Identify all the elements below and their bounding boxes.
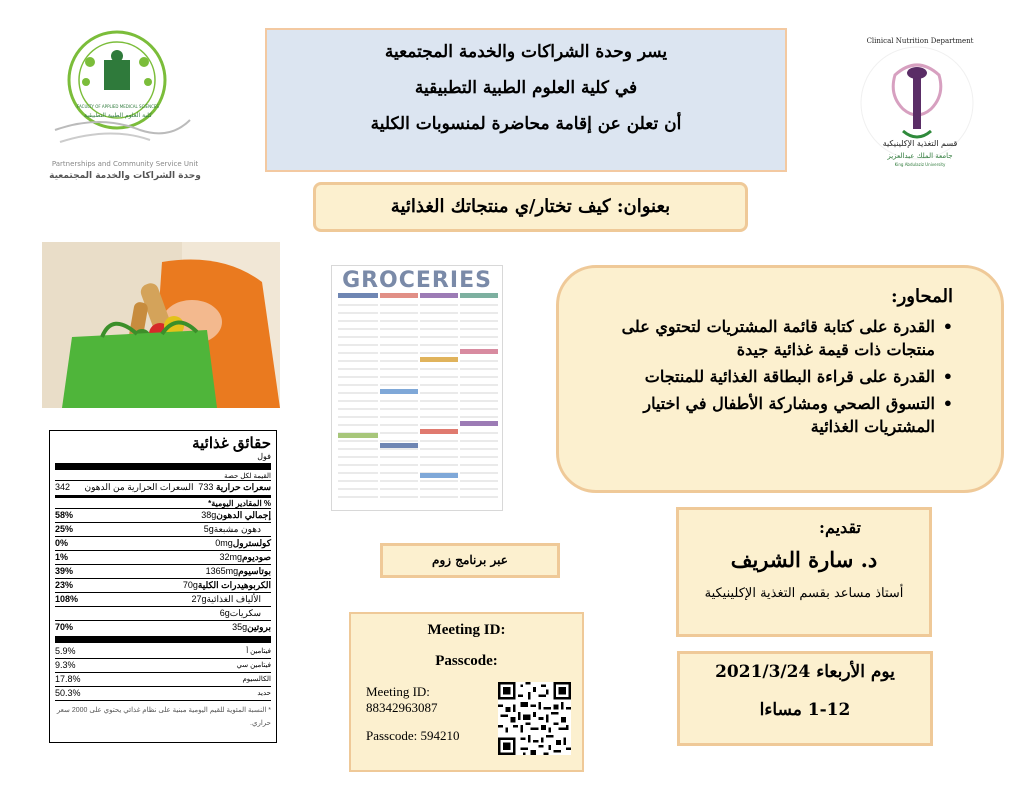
presenter-role: أستاذ مساعد بقسم التغذية الإكلينيكية: [704, 586, 904, 601]
nutrient-percent: 1%: [55, 552, 69, 562]
topics-list: [583, 315, 953, 438]
fat-calories-value: 342: [55, 482, 71, 492]
nutrient-row: [55, 606, 271, 620]
topic-item: • القدرة على كتابة قائمة المشتريات لتحتوي على منتجات ذات قيمة غذائية جيدة: [583, 315, 935, 361]
per-serving-label: القيمة لكل حصة: [224, 473, 271, 480]
unit-name-ar: وحدة الشراكات والخدمة المجتمعية: [49, 171, 201, 181]
nutrient-name: دهون مشبعة: [213, 524, 261, 534]
meeting-passcode[interactable]: Passcode: 594210: [366, 728, 460, 743]
header-line-2: في كلية العلوم الطبية التطبيقية: [414, 78, 638, 98]
faculty-logo: [40, 22, 210, 188]
meeting-id-value[interactable]: 88342963087: [366, 700, 438, 715]
vitamin-label: حديد: [257, 690, 271, 697]
nutrient-row: [55, 620, 271, 634]
passcode-heading: Passcode:: [435, 653, 498, 669]
faculty-ring-text-en: FACULTY OF APPLIED MEDICAL SCIENCES: [77, 104, 159, 109]
nutrient-name: سكريات: [229, 608, 261, 618]
nutrient-name: الكربوهيدرات الكلية: [197, 580, 271, 590]
header-line-3: أن تعلن عن إقامة محاضرة لمنسوبات الكلية: [370, 114, 682, 134]
vitamin-percent: 17.8%: [55, 674, 81, 684]
nutrient-amount: 0mg: [215, 538, 233, 548]
calories-label: سعرات حرارية: [215, 482, 271, 492]
meeting-info-box: [349, 612, 584, 772]
nutrient-row: [55, 536, 271, 550]
nutrient-percent: 0%: [55, 538, 69, 548]
nutrient-row: [55, 564, 271, 578]
vitamin-percent: 5.9%: [55, 646, 76, 656]
nutrient-amount: 27g: [191, 594, 207, 604]
nutrient-row: [55, 578, 271, 592]
nutrient-label: [191, 593, 271, 606]
serving-size: فول: [257, 452, 271, 461]
nutrient-label: [206, 565, 271, 578]
nutrient-percent: 58%: [55, 510, 74, 520]
lecture-date: يوم الأربعاء 2021/3/24: [715, 662, 895, 682]
nutrient-label: [220, 607, 271, 620]
calories-value: 733: [198, 482, 214, 492]
presenter-label: تقديم:: [819, 518, 861, 537]
topic-item: • القدرة على قراءة البطاقة الغذائية للمنتجات: [583, 365, 935, 388]
nutrient-rows: [55, 508, 271, 634]
date-time-box: [677, 651, 933, 746]
nutrient-amount: 6g: [219, 608, 230, 618]
vitamin-row: [55, 658, 271, 672]
vitamin-row: [55, 645, 271, 658]
groceries-title: GROCERIES: [342, 268, 492, 293]
nutrient-percent: 39%: [55, 566, 74, 576]
topic-item: • التسوق الصحي ومشاركة الأطفال في اختيار المشتريات الغذائية: [583, 392, 935, 438]
presenter-box: [676, 507, 932, 637]
presenter-name: د. سارة الشريف: [730, 547, 878, 572]
department-ring-text-en: Clinical Nutrition Department: [866, 37, 974, 45]
unit-name-en: Partnerships and Community Service Unit: [51, 160, 199, 168]
nutrient-percent: 23%: [55, 580, 74, 590]
nutrient-amount: 1365mg: [205, 566, 239, 576]
lecture-title: بعنوان: كيف تختار/ي منتجاتك الغذائية: [313, 182, 748, 232]
department-ring-text-ar: قسم التغذية الإكلينيكية: [882, 139, 958, 148]
qr-code[interactable]: [498, 682, 571, 755]
nutrient-label: [219, 551, 271, 564]
nutrient-label: [183, 579, 271, 592]
vitamin-row: [55, 686, 271, 700]
topics-heading: المحاور:: [890, 286, 953, 307]
nutrient-row: [55, 592, 271, 606]
nutrient-row: [55, 522, 271, 536]
nutrition-footnote: * النسبة المئوية للقيم اليومية مبنية على نظام غذائي يحتوي على 2000 سعر حراري.: [55, 700, 271, 730]
vitamin-percent: 9.3%: [55, 660, 76, 670]
vitamin-label: الكالسيوم: [242, 676, 271, 683]
zoom-platform-note: عبر برنامج زوم: [380, 543, 560, 578]
calories-row: [55, 480, 271, 494]
nutrient-percent: 25%: [55, 524, 74, 534]
nutrient-amount: 38g: [201, 510, 217, 520]
faculty-ring-text-ar: كلية العلوم الطبية التطبيقية: [84, 112, 152, 119]
meeting-id-label: Meeting ID:: [366, 684, 430, 699]
lecture-topics-box: [556, 265, 1004, 493]
header-line-1: يسر وحدة الشراكات والخدمة المجتمعية: [384, 42, 668, 62]
vitamin-rows: [55, 645, 271, 700]
groceries-list-image: [331, 265, 503, 511]
nutrition-facts-label: [49, 430, 277, 743]
announcement-header: [265, 28, 787, 172]
nutrient-name: بروتين: [247, 622, 271, 632]
nutrient-amount: 5g: [203, 524, 214, 534]
nutrient-amount: 32mg: [219, 552, 242, 562]
nutrient-row: [55, 508, 271, 522]
department-logo: [855, 35, 985, 170]
vitamin-label: فيتامين أ: [246, 648, 271, 655]
vitamin-percent: 50.3%: [55, 688, 81, 698]
nutrient-percent: 70%: [55, 622, 74, 632]
daily-value-header: % المقادير اليومية*: [208, 499, 271, 508]
nutrient-label: [215, 537, 271, 550]
nutrition-title: حقائق غذائية: [192, 435, 271, 452]
nutrient-amount: 70g: [182, 580, 198, 590]
nutrient-label: [201, 509, 271, 522]
nutrient-name: إجمالي الدهون: [216, 510, 271, 520]
nutrient-row: [55, 550, 271, 564]
grocery-bag-photo: [42, 242, 280, 408]
vitamin-label: فيتامين سي: [236, 662, 271, 669]
nutrient-label: [204, 523, 271, 536]
lecture-time: 1-12 مساءا: [759, 700, 851, 720]
fat-calories-label: السعرات الحرارية من الدهون: [84, 482, 194, 492]
nutrient-name: صوديوم: [241, 552, 271, 562]
nutrient-name: كولسترول: [232, 538, 271, 548]
nutrient-name: بوتاسيوم: [238, 566, 271, 576]
nutrient-percent: 108%: [55, 594, 79, 604]
university-name-en: King Abdulaziz University: [894, 162, 946, 167]
nutrient-name: الألياف الغذائية: [206, 594, 261, 604]
nutrient-label: [232, 621, 271, 634]
vitamin-row: [55, 672, 271, 686]
nutrient-amount: 35g: [232, 622, 248, 632]
meeting-id-heading: Meeting ID:: [427, 622, 506, 638]
university-name-ar: جامعة الملك عبدالعزيز: [887, 152, 953, 160]
